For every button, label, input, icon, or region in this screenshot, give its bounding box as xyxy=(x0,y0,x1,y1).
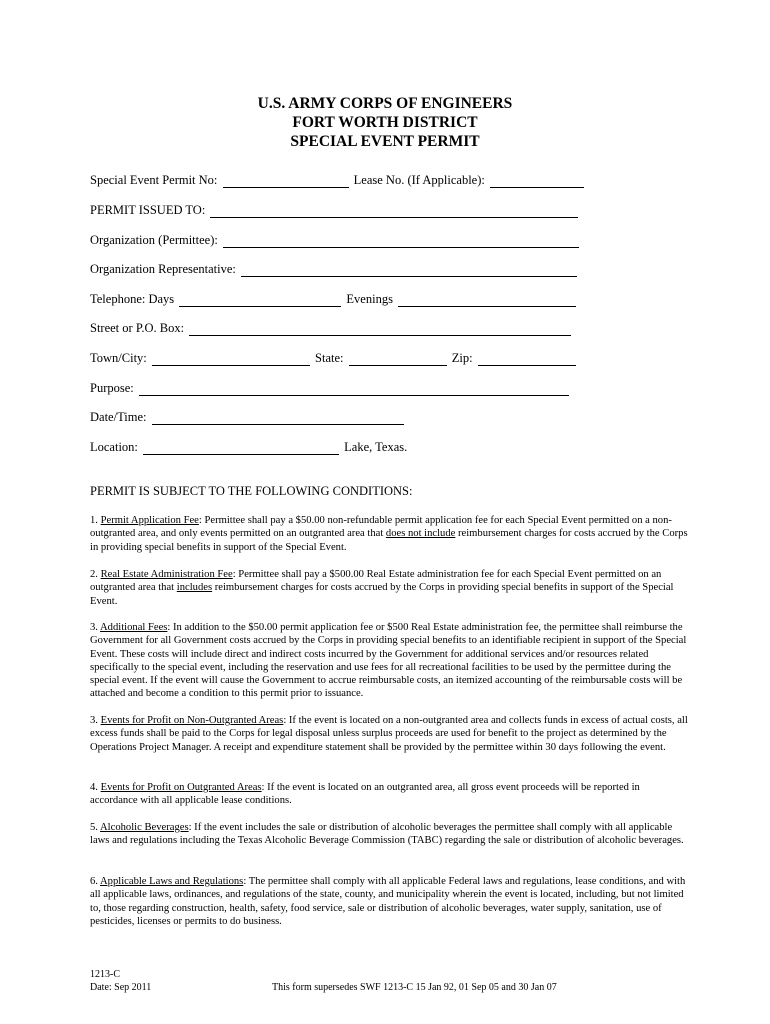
datetime-label: Date/Time: xyxy=(90,410,147,424)
town-input[interactable] xyxy=(152,353,310,366)
condition-7-text: : The permittee shall comply with all applicable Federal laws and regulations, lease conditions, and with all applicable laws, ordinances, and regulations of the state, county, and municipality wherein the event is located, including, but not limited to, those regarding construction, health, safety, food service, sale or distribution of alcoholic beverages, water supply, sanitation, use of pesticides, licenses or permits to do business. xyxy=(90,876,686,927)
organization-label: Organization (Permittee): xyxy=(90,233,218,247)
form-footer-left xyxy=(90,968,151,994)
telephone-row xyxy=(90,291,578,307)
condition-5-number: 4. xyxy=(90,782,98,793)
street-row xyxy=(90,320,573,336)
town-label: Town/City: xyxy=(90,351,147,365)
lease-number-input[interactable] xyxy=(490,175,584,188)
organization-input[interactable] xyxy=(223,235,579,248)
condition-2-heading: Real Estate Administration Fee xyxy=(100,569,233,580)
header-district: FORT WORTH DISTRICT xyxy=(292,114,478,131)
condition-3-heading: Additional Fees xyxy=(100,622,168,633)
header-form-title: SPECIAL EVENT PERMIT xyxy=(290,133,480,150)
condition-4 xyxy=(90,714,690,754)
purpose-input[interactable] xyxy=(139,383,569,396)
zip-label: Zip: xyxy=(451,351,473,365)
form-header xyxy=(0,94,770,151)
street-label: Street or P.O. Box: xyxy=(90,321,185,335)
condition-6-heading: Alcoholic Beverages xyxy=(100,822,189,833)
purpose-row xyxy=(90,380,571,396)
telephone-evenings-input[interactable] xyxy=(398,294,576,307)
location-label: Location: xyxy=(90,440,138,454)
representative-row xyxy=(90,261,579,277)
issued-to-row xyxy=(90,202,580,218)
form-date: Date: Sep 2011 xyxy=(90,982,152,993)
conditions-title: PERMIT IS SUBJECT TO THE FOLLOWING CONDITIONS: xyxy=(90,484,413,498)
issued-to-label: PERMIT ISSUED TO: xyxy=(90,203,206,217)
condition-3-text: : In addition to the $50.00 permit application fee or $500 Real Estate administration fee, the permittee shall reimburse the Government for all Government costs accrued by the Corps in providing special benefits to an identifiable recipient in support of the Special Event. These costs will include direct and indirect costs incurred by the Government for additional services and/or resources related specifically to the special event, including the reservation and use fees for all recreational facilities to be used by the permittee during the special event. If the event will cause the Government to accrue reimbursable costs, an itemized accounting of the reimbursable costs will be attached and become a condition to this permit prior to issuance. xyxy=(90,622,687,700)
datetime-input[interactable] xyxy=(152,412,404,425)
form-supersedes-note: This form supersedes SWF 1213-C 15 Jan 92, 01 Sep 05 and 30 Jan 07 xyxy=(272,982,557,993)
header-agency: U.S. ARMY CORPS OF ENGINEERS xyxy=(257,95,513,112)
condition-2 xyxy=(90,568,690,608)
condition-1-text-a: : Permittee shall pay a $50.00 non-refundable permit application fee for each Special Event permitted on a non-outgranted area, and only events permitted on an outgranted area that xyxy=(90,515,672,540)
address-row xyxy=(90,350,578,366)
condition-1-heading: Permit Application Fee xyxy=(100,515,199,526)
lease-number-label: Lease No. (If Applicable): xyxy=(353,173,485,187)
permit-number-label: Special Event Permit No: xyxy=(90,173,218,187)
condition-1-number: 1. xyxy=(90,515,98,526)
telephone-days-label: Telephone: Days xyxy=(90,292,175,306)
permit-number-input[interactable] xyxy=(223,175,349,188)
representative-input[interactable] xyxy=(241,264,577,277)
condition-4-number: 3. xyxy=(90,715,98,726)
condition-2-number: 2. xyxy=(90,569,98,580)
street-input[interactable] xyxy=(189,323,571,336)
representative-label: Organization Representative: xyxy=(90,262,236,276)
telephone-days-input[interactable] xyxy=(179,294,341,307)
condition-1 xyxy=(90,514,690,554)
state-label: State: xyxy=(315,351,344,365)
condition-6-text: : If the event includes the sale or distribution of alcoholic beverages the permittee shall comply with all applicable laws and regulations including the Texas Alcoholic Beverage Commission (TABC) regarding the sale or distribution of alcoholic beverages. xyxy=(90,822,684,847)
condition-7-heading: Applicable Laws and Regulations xyxy=(100,876,244,887)
condition-2-text-b: reimbursement charges for costs accrued by the Corps in providing special benefits in support of the Special Event. xyxy=(90,582,674,607)
issued-to-input[interactable] xyxy=(210,205,578,218)
condition-5-text: : If the event is located on an outgranted area, all gross event proceeds will be reported in accordance with all applicable lease conditions. xyxy=(90,782,640,807)
condition-7 xyxy=(90,875,690,928)
condition-1-emphasis: does not include xyxy=(385,528,456,540)
condition-3-number: 3. xyxy=(90,622,98,633)
condition-6 xyxy=(90,821,690,848)
permit-number-row xyxy=(90,172,586,188)
location-input[interactable] xyxy=(143,442,339,455)
state-input[interactable] xyxy=(349,353,447,366)
condition-4-text: : If the event is located on a non-outgranted area and collects funds in excess of actual costs, all excess funds shall be paid to the Corps for legal disposal unless surplus proceeds are used for benefit to the project as determined by the Operations Project Manager. A receipt and expenditure statement shall be provided by the permittee within 30 days following the event. xyxy=(90,715,688,753)
condition-6-number: 5. xyxy=(90,822,98,833)
location-row xyxy=(90,439,407,455)
condition-4-heading: Events for Profit on Non-Outgranted Areas xyxy=(100,715,284,726)
condition-7-number: 6. xyxy=(90,876,98,887)
organization-row xyxy=(90,232,581,248)
condition-1-text-b: reimbursement charges for costs accrued by the Corps in providing special benefits in support of the Special Event. xyxy=(90,528,688,553)
purpose-label: Purpose: xyxy=(90,381,134,395)
location-lake-suffix: Lake, Texas. xyxy=(344,440,408,454)
condition-2-text-a: : Permittee shall pay a $500.00 Real Estate administration fee for each Special Event permitted on an outgranted area that xyxy=(90,569,662,594)
condition-2-emphasis: includes xyxy=(176,582,213,594)
condition-3 xyxy=(90,621,690,701)
zip-input[interactable] xyxy=(478,353,576,366)
telephone-evenings-label: Evenings xyxy=(346,292,393,306)
condition-5 xyxy=(90,781,690,808)
condition-5-heading: Events for Profit on Outgranted Areas xyxy=(100,782,262,793)
form-number: 1213-C xyxy=(90,969,120,980)
datetime-row xyxy=(90,409,406,425)
